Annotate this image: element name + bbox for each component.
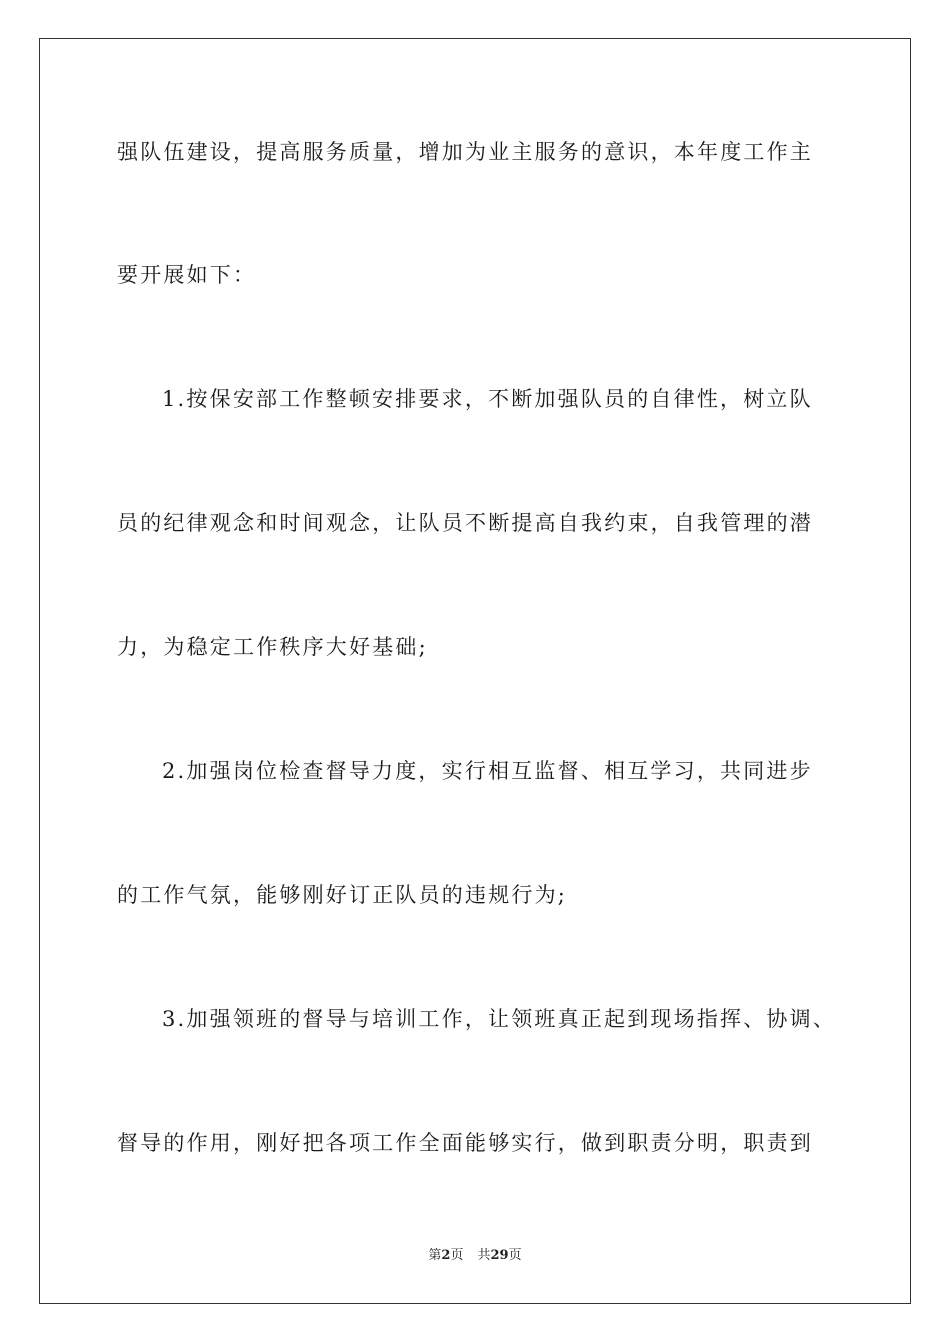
text-line-8-paragraph-3: 3.加强领班的督导与培训工作，让领班真正起到现场指挥、协调、 bbox=[162, 1007, 837, 1031]
footer-page-suffix: 页 bbox=[450, 1248, 464, 1263]
text-line-5: 力，为稳定工作秩序大好基础; bbox=[117, 635, 428, 659]
text-line-3-paragraph-1: 1.按保安部工作整顿安排要求，不断加强队员的自律性，树立队 bbox=[162, 387, 813, 411]
page-border bbox=[39, 38, 911, 1304]
text-line-7: 的工作气氛，能够刚好订正队员的违规行为; bbox=[117, 883, 568, 907]
text-line-9: 督导的作用，刚好把各项工作全面能够实行，做到职责分明，职责到 bbox=[117, 1131, 813, 1155]
text-line-2: 要开展如下： bbox=[117, 263, 257, 287]
footer-total-suffix: 页 bbox=[508, 1248, 522, 1263]
text-line-6-paragraph-2: 2.加强岗位检查督导力度，实行相互监督、相互学习，共同进步 bbox=[162, 759, 813, 783]
text-line-1: 强队伍建设，提高服务质量，增加为业主服务的意识，本年度工作主 bbox=[117, 140, 813, 164]
text-line-4: 员的纪律观念和时间观念，让队员不断提高自我约束，自我管理的潜 bbox=[117, 511, 813, 535]
footer-total-pages: 29 bbox=[490, 1248, 509, 1263]
page-footer bbox=[0, 1244, 950, 1263]
footer-page-number: 2 bbox=[441, 1248, 451, 1263]
footer-page-prefix: 第 bbox=[428, 1248, 442, 1263]
footer-total-prefix: 共 bbox=[477, 1248, 491, 1263]
